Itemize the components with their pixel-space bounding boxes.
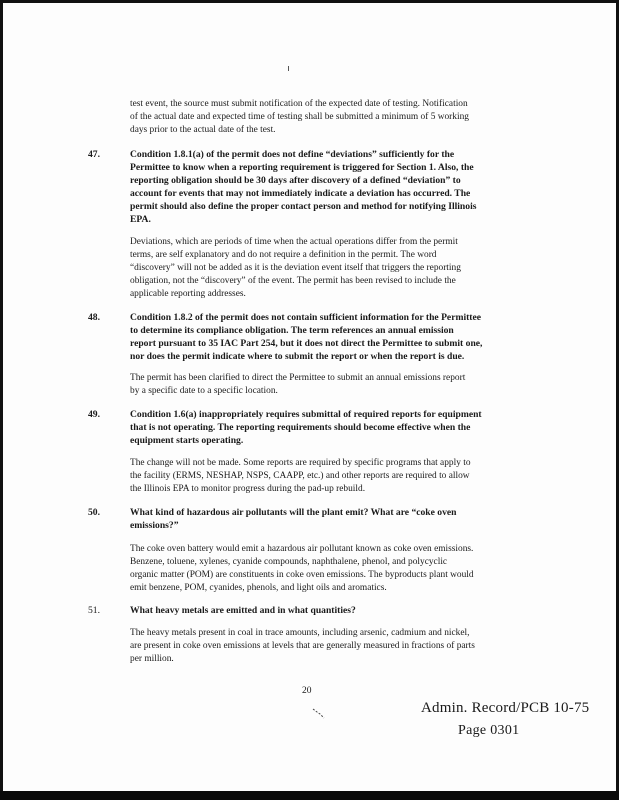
question-line: to determine its compliance obligation. The term references an annual emission xyxy=(130,325,454,336)
item-number: 51. xyxy=(88,605,100,616)
scan-border-top xyxy=(0,0,619,3)
question-line: Condition 1.8.2 of the permit does not contain sufficient information for the Permittee xyxy=(130,312,482,323)
question-line: Condition 1.8.1(a) of the permit does not define “deviations” sufficiently for the xyxy=(130,149,455,160)
question-line: reporting obligation should be 30 days after discovery of a defined “deviation” to xyxy=(130,175,461,186)
item-number: 50. xyxy=(88,507,100,518)
answer-line: the facility (ERMS, NESHAP, NSPS, CAAPP, etc.) and other reports are required to allow xyxy=(130,471,470,481)
question-line: What kind of hazardous air pollutants will the plant emit? What are “coke oven xyxy=(130,507,457,518)
answer-line: per million. xyxy=(130,654,174,664)
question-line: Condition 1.6(a) inappropriately requires submittal of required reports for equipment xyxy=(130,409,482,420)
admin-record-stamp: Admin. Record/PCB 10-75 xyxy=(421,700,590,716)
answer-line: the Illinois EPA to monitor progress during the pad-up rebuild. xyxy=(130,484,366,494)
question-line: that is not operating. The reporting requirements should become effective when the xyxy=(130,422,471,433)
page-stamp: Page 0301 xyxy=(458,723,520,738)
question-line: What heavy metals are emitted and in what quantities? xyxy=(130,605,356,616)
item-number: 48. xyxy=(88,312,100,323)
answer-line: The change will not be made. Some reports are required by specific programs that apply to xyxy=(130,458,471,468)
answer-line: The coke oven battery would emit a hazardous air pollutant known as coke oven emissions. xyxy=(130,544,474,554)
answer-line: obligation, not the “discovery” of the event. The permit has been revised to include the xyxy=(130,276,456,286)
scan-speck xyxy=(288,66,289,71)
text-line: days prior to the actual date of the test. xyxy=(130,125,276,135)
question-line: permit should also define the proper contact person and method for notifying Illinois xyxy=(130,201,477,212)
scan-border-left xyxy=(0,0,3,792)
answer-line: The heavy metals present in coal in trace amounts, including arsenic, cadmium and nickel, xyxy=(130,628,470,638)
answer-line: Deviations, which are periods of time when the actual operations differ from the permit xyxy=(130,237,458,247)
question-line: nor does the permit indicate where to submit the report or when the report is due. xyxy=(130,351,465,362)
answer-line: by a specific date to a specific location. xyxy=(130,386,278,396)
answer-line: applicable reporting addresses. xyxy=(130,289,246,299)
text-line: of the actual date and expected time of testing shall be submitted a minimum of 5 working xyxy=(130,112,469,122)
question-line: report pursuant to 35 IAC Part 254, but it does not direct the Permittee to submit one, xyxy=(130,338,483,349)
scan-border-bottom xyxy=(0,791,619,800)
page-number: 20 xyxy=(302,686,312,696)
answer-line: “discovery” will not be added as it is the deviation event itself that triggers the reporting xyxy=(130,263,461,273)
question-line: emissions?” xyxy=(130,520,179,531)
item-number: 47. xyxy=(88,149,100,160)
answer-line: The permit has been clarified to direct the Permittee to submit an annual emissions report xyxy=(130,373,466,383)
answer-line: are present in coke oven emissions at levels that are generally measured in fractions of parts xyxy=(130,641,475,651)
scan-mark xyxy=(312,708,326,720)
answer-line: emit benzene, POM, cyanides, phenols, and light oils and aromatics. xyxy=(130,583,387,593)
item-number: 49. xyxy=(88,409,100,420)
question-line: EPA. xyxy=(130,214,151,225)
answer-line: Benzene, toluene, xylenes, cyanide compounds, naphthalene, phenol, and polycyclic xyxy=(130,557,448,567)
answer-line: terms, are self explanatory and do not require a definition in the permit. The word xyxy=(130,250,437,260)
answer-line: organic matter (POM) are constituents in coke oven emissions. The byproducts plant would xyxy=(130,570,474,580)
question-line: equipment starts operating. xyxy=(130,435,244,446)
text-line: test event, the source must submit notification of the expected date of testing. Notification xyxy=(130,99,468,109)
question-line: Permittee to know when a reporting requirement is triggered for Section 1. Also, the xyxy=(130,162,474,173)
question-line: account for events that may not immediately indicate a deviation has occurred. The xyxy=(130,188,471,199)
